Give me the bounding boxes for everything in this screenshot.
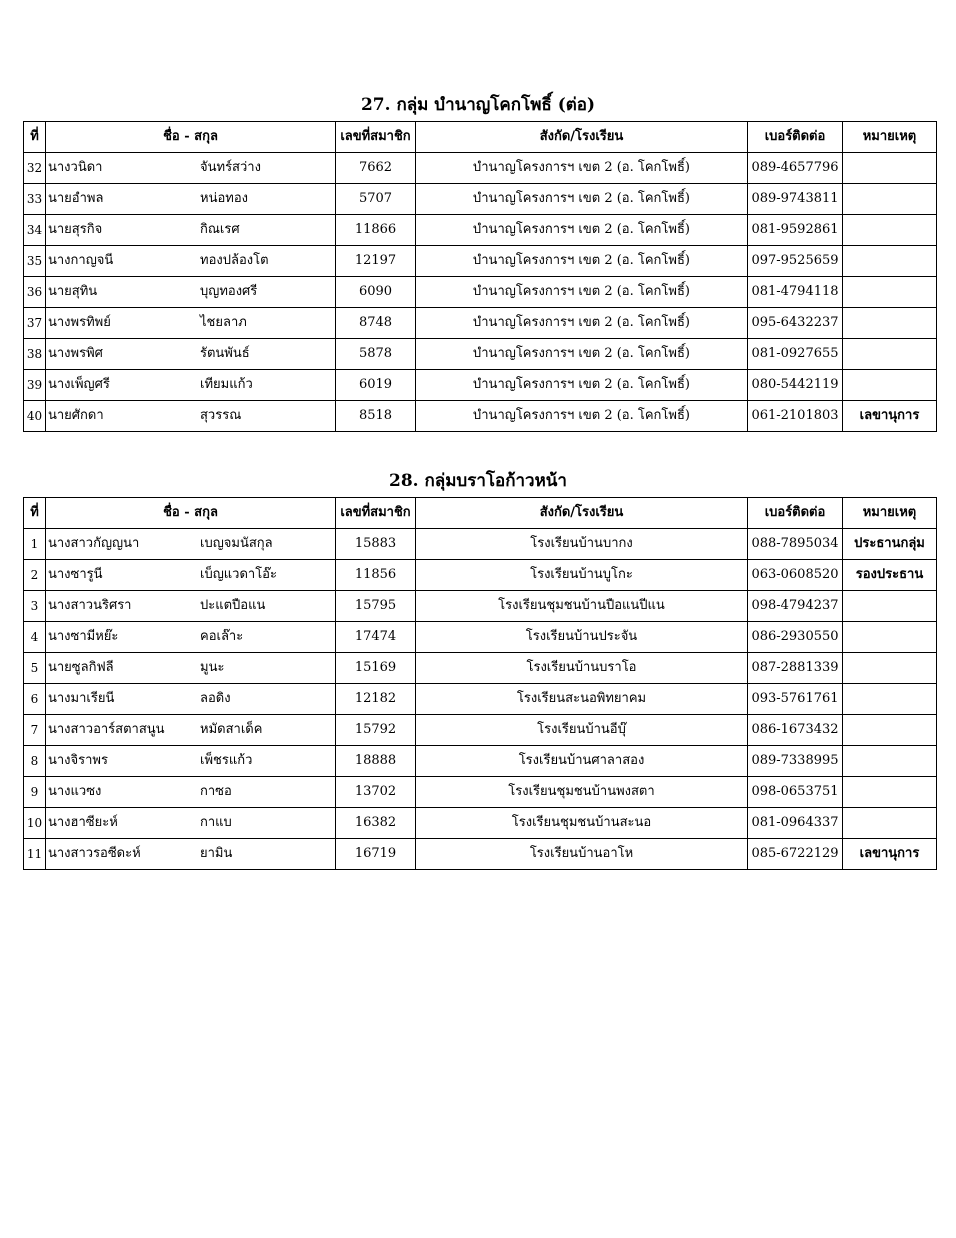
- cell-member-id: 15883: [336, 529, 416, 560]
- cell-member-id: 8748: [336, 308, 416, 339]
- header-member-id: เลขที่สมาชิก: [336, 122, 416, 153]
- last-name: เทียมแก้ว: [200, 377, 253, 392]
- last-name: กาซอ: [200, 784, 232, 799]
- cell-phone: 086-1673432: [748, 715, 843, 746]
- header-no: ที่: [24, 498, 46, 529]
- cell-note: [843, 370, 937, 401]
- cell-name: [46, 153, 336, 184]
- cell-member-id: 12182: [336, 684, 416, 715]
- cell-phone: 088-7895034: [748, 529, 843, 560]
- table-row: [24, 715, 937, 746]
- table-row: [24, 839, 937, 870]
- cell-affiliation: โรงเรียนบ้านบูโกะ: [416, 560, 748, 591]
- cell-note: [843, 277, 937, 308]
- cell-no: 8: [24, 746, 46, 777]
- cell-member-id: 5878: [336, 339, 416, 370]
- table-row: [24, 246, 937, 277]
- cell-phone: 081-0964337: [748, 808, 843, 839]
- section-title-1: 27. กลุ่ม บำนาญโคกโพธิ์ (ต่อ): [360, 95, 596, 115]
- cell-member-id: 11856: [336, 560, 416, 591]
- table-row: [24, 184, 937, 215]
- table-row: [24, 746, 937, 777]
- cell-name: [46, 653, 336, 684]
- cell-affiliation: บำนาญโครงการฯ เขต 2 (อ. โคกโพธิ์): [416, 339, 748, 370]
- cell-no: 5: [24, 653, 46, 684]
- first-name: นายศักดา: [48, 408, 104, 423]
- first-name: นางสาวนริศรา: [48, 598, 132, 613]
- cell-no: 36: [24, 277, 46, 308]
- cell-affiliation: โรงเรียนชุมชนบ้านพงสตา: [416, 777, 748, 808]
- cell-affiliation: บำนาญโครงการฯ เขต 2 (อ. โคกโพธิ์): [416, 153, 748, 184]
- cell-member-id: 8518: [336, 401, 416, 432]
- cell-affiliation: บำนาญโครงการฯ เขต 2 (อ. โคกโพธิ์): [416, 370, 748, 401]
- cell-note: [843, 808, 937, 839]
- cell-no: 40: [24, 401, 46, 432]
- header-phone: เบอร์ติดต่อ: [748, 122, 843, 153]
- table-row: [24, 370, 937, 401]
- last-name: จันทร์สว่าง: [200, 160, 261, 175]
- cell-phone: 097-9525659: [748, 246, 843, 277]
- header-affiliation: สังกัด/โรงเรียน: [416, 122, 748, 153]
- cell-note: [843, 184, 937, 215]
- cell-note: รองประธาน: [843, 560, 937, 591]
- cell-no: 9: [24, 777, 46, 808]
- table-row: [24, 277, 937, 308]
- last-name: รัตนพันธ์: [200, 346, 250, 361]
- cell-name: [46, 401, 336, 432]
- cell-note: [843, 153, 937, 184]
- cell-phone: 098-0653751: [748, 777, 843, 808]
- table-row: [24, 777, 937, 808]
- cell-name: [46, 684, 336, 715]
- last-name: ยามิน: [200, 846, 233, 861]
- cell-member-id: 13702: [336, 777, 416, 808]
- cell-affiliation: โรงเรียนบ้านบากง: [416, 529, 748, 560]
- last-name: คอเล๊าะ: [200, 629, 244, 644]
- cell-affiliation: โรงเรียนบ้านประจัน: [416, 622, 748, 653]
- cell-no: 4: [24, 622, 46, 653]
- last-name: สุวรรณ: [200, 408, 242, 423]
- cell-name: [46, 715, 336, 746]
- cell-phone: 089-9743811: [748, 184, 843, 215]
- cell-phone: 081-4794118: [748, 277, 843, 308]
- cell-name: [46, 808, 336, 839]
- cell-phone: 063-0608520: [748, 560, 843, 591]
- cell-member-id: 6090: [336, 277, 416, 308]
- first-name: นางสาวอาร์สตาสนูน: [48, 722, 165, 737]
- member-table-2: [23, 497, 937, 870]
- first-name: นายซูลกิฟลี: [48, 660, 114, 675]
- cell-member-id: 7662: [336, 153, 416, 184]
- cell-note: เลขานุการ: [843, 401, 937, 432]
- cell-note: [843, 591, 937, 622]
- table-row: [24, 339, 937, 370]
- cell-name: [46, 591, 336, 622]
- header-note: หมายเหตุ: [843, 498, 937, 529]
- header-affiliation: สังกัด/โรงเรียน: [416, 498, 748, 529]
- header-no: ที่: [24, 122, 46, 153]
- cell-name: [46, 339, 336, 370]
- cell-note: เลขานุการ: [843, 839, 937, 870]
- cell-member-id: 11866: [336, 215, 416, 246]
- cell-note: ประธานกลุ่ม: [843, 529, 937, 560]
- cell-no: 2: [24, 560, 46, 591]
- first-name: นางพรทิพย์: [48, 315, 111, 330]
- cell-note: [843, 215, 937, 246]
- cell-name: [46, 215, 336, 246]
- last-name: ไชยลาภ: [200, 315, 247, 330]
- cell-note: [843, 246, 937, 277]
- last-name: เบ็ญแวดาโอ๊ะ: [200, 567, 277, 582]
- cell-note: [843, 653, 937, 684]
- cell-member-id: 6019: [336, 370, 416, 401]
- table-row: [24, 808, 937, 839]
- cell-note: [843, 339, 937, 370]
- cell-phone: 087-2881339: [748, 653, 843, 684]
- cell-name: [46, 277, 336, 308]
- cell-affiliation: บำนาญโครงการฯ เขต 2 (อ. โคกโพธิ์): [416, 184, 748, 215]
- last-name: หน่อทอง: [200, 191, 248, 206]
- cell-no: 34: [24, 215, 46, 246]
- cell-affiliation: โรงเรียนบ้านอีบุ๊: [416, 715, 748, 746]
- cell-name: [46, 246, 336, 277]
- first-name: นางสาวกัญญนา: [48, 536, 140, 551]
- cell-name: [46, 308, 336, 339]
- cell-note: [843, 715, 937, 746]
- table-header-row: [24, 498, 937, 529]
- last-name: มูนะ: [200, 660, 225, 675]
- first-name: นางกาญจนี: [48, 253, 114, 268]
- cell-note: [843, 746, 937, 777]
- cell-phone: 080-5442119: [748, 370, 843, 401]
- cell-no: 33: [24, 184, 46, 215]
- cell-note: [843, 622, 937, 653]
- table-row: [24, 215, 937, 246]
- cell-no: 38: [24, 339, 46, 370]
- first-name: นายสุทิน: [48, 284, 98, 299]
- cell-no: 37: [24, 308, 46, 339]
- cell-member-id: 15792: [336, 715, 416, 746]
- header-name: ชื่อ - สกุล: [46, 498, 336, 529]
- last-name: ลอดิง: [200, 691, 231, 706]
- cell-member-id: 12197: [336, 246, 416, 277]
- table-row: [24, 622, 937, 653]
- first-name: นางซามีหย๊ะ: [48, 629, 119, 644]
- section-title-2: 28. กลุ่มบราโอก้าวหน้า: [389, 471, 567, 491]
- cell-phone: 086-2930550: [748, 622, 843, 653]
- cell-phone: 085-6722129: [748, 839, 843, 870]
- first-name: นายอำพล: [48, 191, 104, 206]
- first-name: นายสุรกิจ: [48, 222, 103, 237]
- first-name: นางจิราพร: [48, 753, 108, 768]
- last-name: หมัดสาเด็ค: [200, 722, 263, 737]
- cell-no: 11: [24, 839, 46, 870]
- cell-name: [46, 746, 336, 777]
- table-row: [24, 529, 937, 560]
- cell-phone: 089-4657796: [748, 153, 843, 184]
- cell-phone: 093-5761761: [748, 684, 843, 715]
- cell-name: [46, 529, 336, 560]
- cell-no: 32: [24, 153, 46, 184]
- cell-member-id: 15795: [336, 591, 416, 622]
- cell-phone: 095-6432237: [748, 308, 843, 339]
- member-table-1: [23, 121, 937, 432]
- cell-name: [46, 777, 336, 808]
- cell-note: [843, 684, 937, 715]
- cell-affiliation: โรงเรียนสะนอพิทยาคม: [416, 684, 748, 715]
- cell-phone: 098-4794237: [748, 591, 843, 622]
- table-row: [24, 401, 937, 432]
- cell-affiliation: บำนาญโครงการฯ เขต 2 (อ. โคกโพธิ์): [416, 401, 748, 432]
- cell-name: [46, 370, 336, 401]
- header-note: หมายเหตุ: [843, 122, 937, 153]
- cell-affiliation: โรงเรียนชุมชนบ้านปือแนปีแน: [416, 591, 748, 622]
- first-name: นางสาวรอซีดะห์: [48, 846, 141, 861]
- cell-no: 6: [24, 684, 46, 715]
- cell-name: [46, 622, 336, 653]
- header-member-id: เลขที่สมาชิก: [336, 498, 416, 529]
- last-name: ปะแตปือแน: [200, 598, 266, 613]
- cell-affiliation: บำนาญโครงการฯ เขต 2 (อ. โคกโพธิ์): [416, 308, 748, 339]
- last-name: กาแบ: [200, 815, 232, 830]
- table-row: [24, 560, 937, 591]
- cell-member-id: 5707: [336, 184, 416, 215]
- first-name: นางพรพิศ: [48, 346, 103, 361]
- last-name: บุญทองศรี: [200, 284, 258, 299]
- cell-affiliation: โรงเรียนบ้านบราโอ: [416, 653, 748, 684]
- cell-no: 7: [24, 715, 46, 746]
- table-row: [24, 653, 937, 684]
- first-name: นางฮาซียะห์: [48, 815, 118, 830]
- cell-name: [46, 560, 336, 591]
- cell-affiliation: บำนาญโครงการฯ เขต 2 (อ. โคกโพธิ์): [416, 246, 748, 277]
- cell-note: [843, 308, 937, 339]
- table-row: [24, 591, 937, 622]
- cell-affiliation: โรงเรียนชุมชนบ้านสะนอ: [416, 808, 748, 839]
- first-name: นางซารูนี: [48, 567, 103, 582]
- last-name: เพ็ชรแก้ว: [200, 753, 253, 768]
- cell-name: [46, 184, 336, 215]
- cell-member-id: 16382: [336, 808, 416, 839]
- cell-note: [843, 777, 937, 808]
- table-row: [24, 153, 937, 184]
- cell-member-id: 18888: [336, 746, 416, 777]
- cell-member-id: 16719: [336, 839, 416, 870]
- cell-no: 3: [24, 591, 46, 622]
- header-phone: เบอร์ติดต่อ: [748, 498, 843, 529]
- table-row: [24, 684, 937, 715]
- table-header-row: [24, 122, 937, 153]
- cell-phone: 061-2101803: [748, 401, 843, 432]
- cell-no: 10: [24, 808, 46, 839]
- cell-phone: 081-0927655: [748, 339, 843, 370]
- cell-phone: 081-9592861: [748, 215, 843, 246]
- cell-name: [46, 839, 336, 870]
- last-name: ทองปล้องโต: [200, 253, 269, 268]
- first-name: นางวนิดา: [48, 160, 103, 175]
- cell-affiliation: โรงเรียนบ้านศาลาสอง: [416, 746, 748, 777]
- table-row: [24, 308, 937, 339]
- first-name: นางมาเรียนี: [48, 691, 115, 706]
- cell-affiliation: บำนาญโครงการฯ เขต 2 (อ. โคกโพธิ์): [416, 277, 748, 308]
- cell-phone: 089-7338995: [748, 746, 843, 777]
- first-name: นางเพ็ญศรี: [48, 377, 110, 392]
- cell-no: 1: [24, 529, 46, 560]
- last-name: กิณเรศ: [200, 222, 240, 237]
- last-name: เบญจมนัสกุล: [200, 536, 273, 551]
- cell-member-id: 17474: [336, 622, 416, 653]
- cell-affiliation: โรงเรียนบ้านอาโห: [416, 839, 748, 870]
- header-name: ชื่อ - สกุล: [46, 122, 336, 153]
- first-name: นางแวซง: [48, 784, 102, 799]
- cell-member-id: 15169: [336, 653, 416, 684]
- cell-affiliation: บำนาญโครงการฯ เขต 2 (อ. โคกโพธิ์): [416, 215, 748, 246]
- cell-no: 39: [24, 370, 46, 401]
- cell-no: 35: [24, 246, 46, 277]
